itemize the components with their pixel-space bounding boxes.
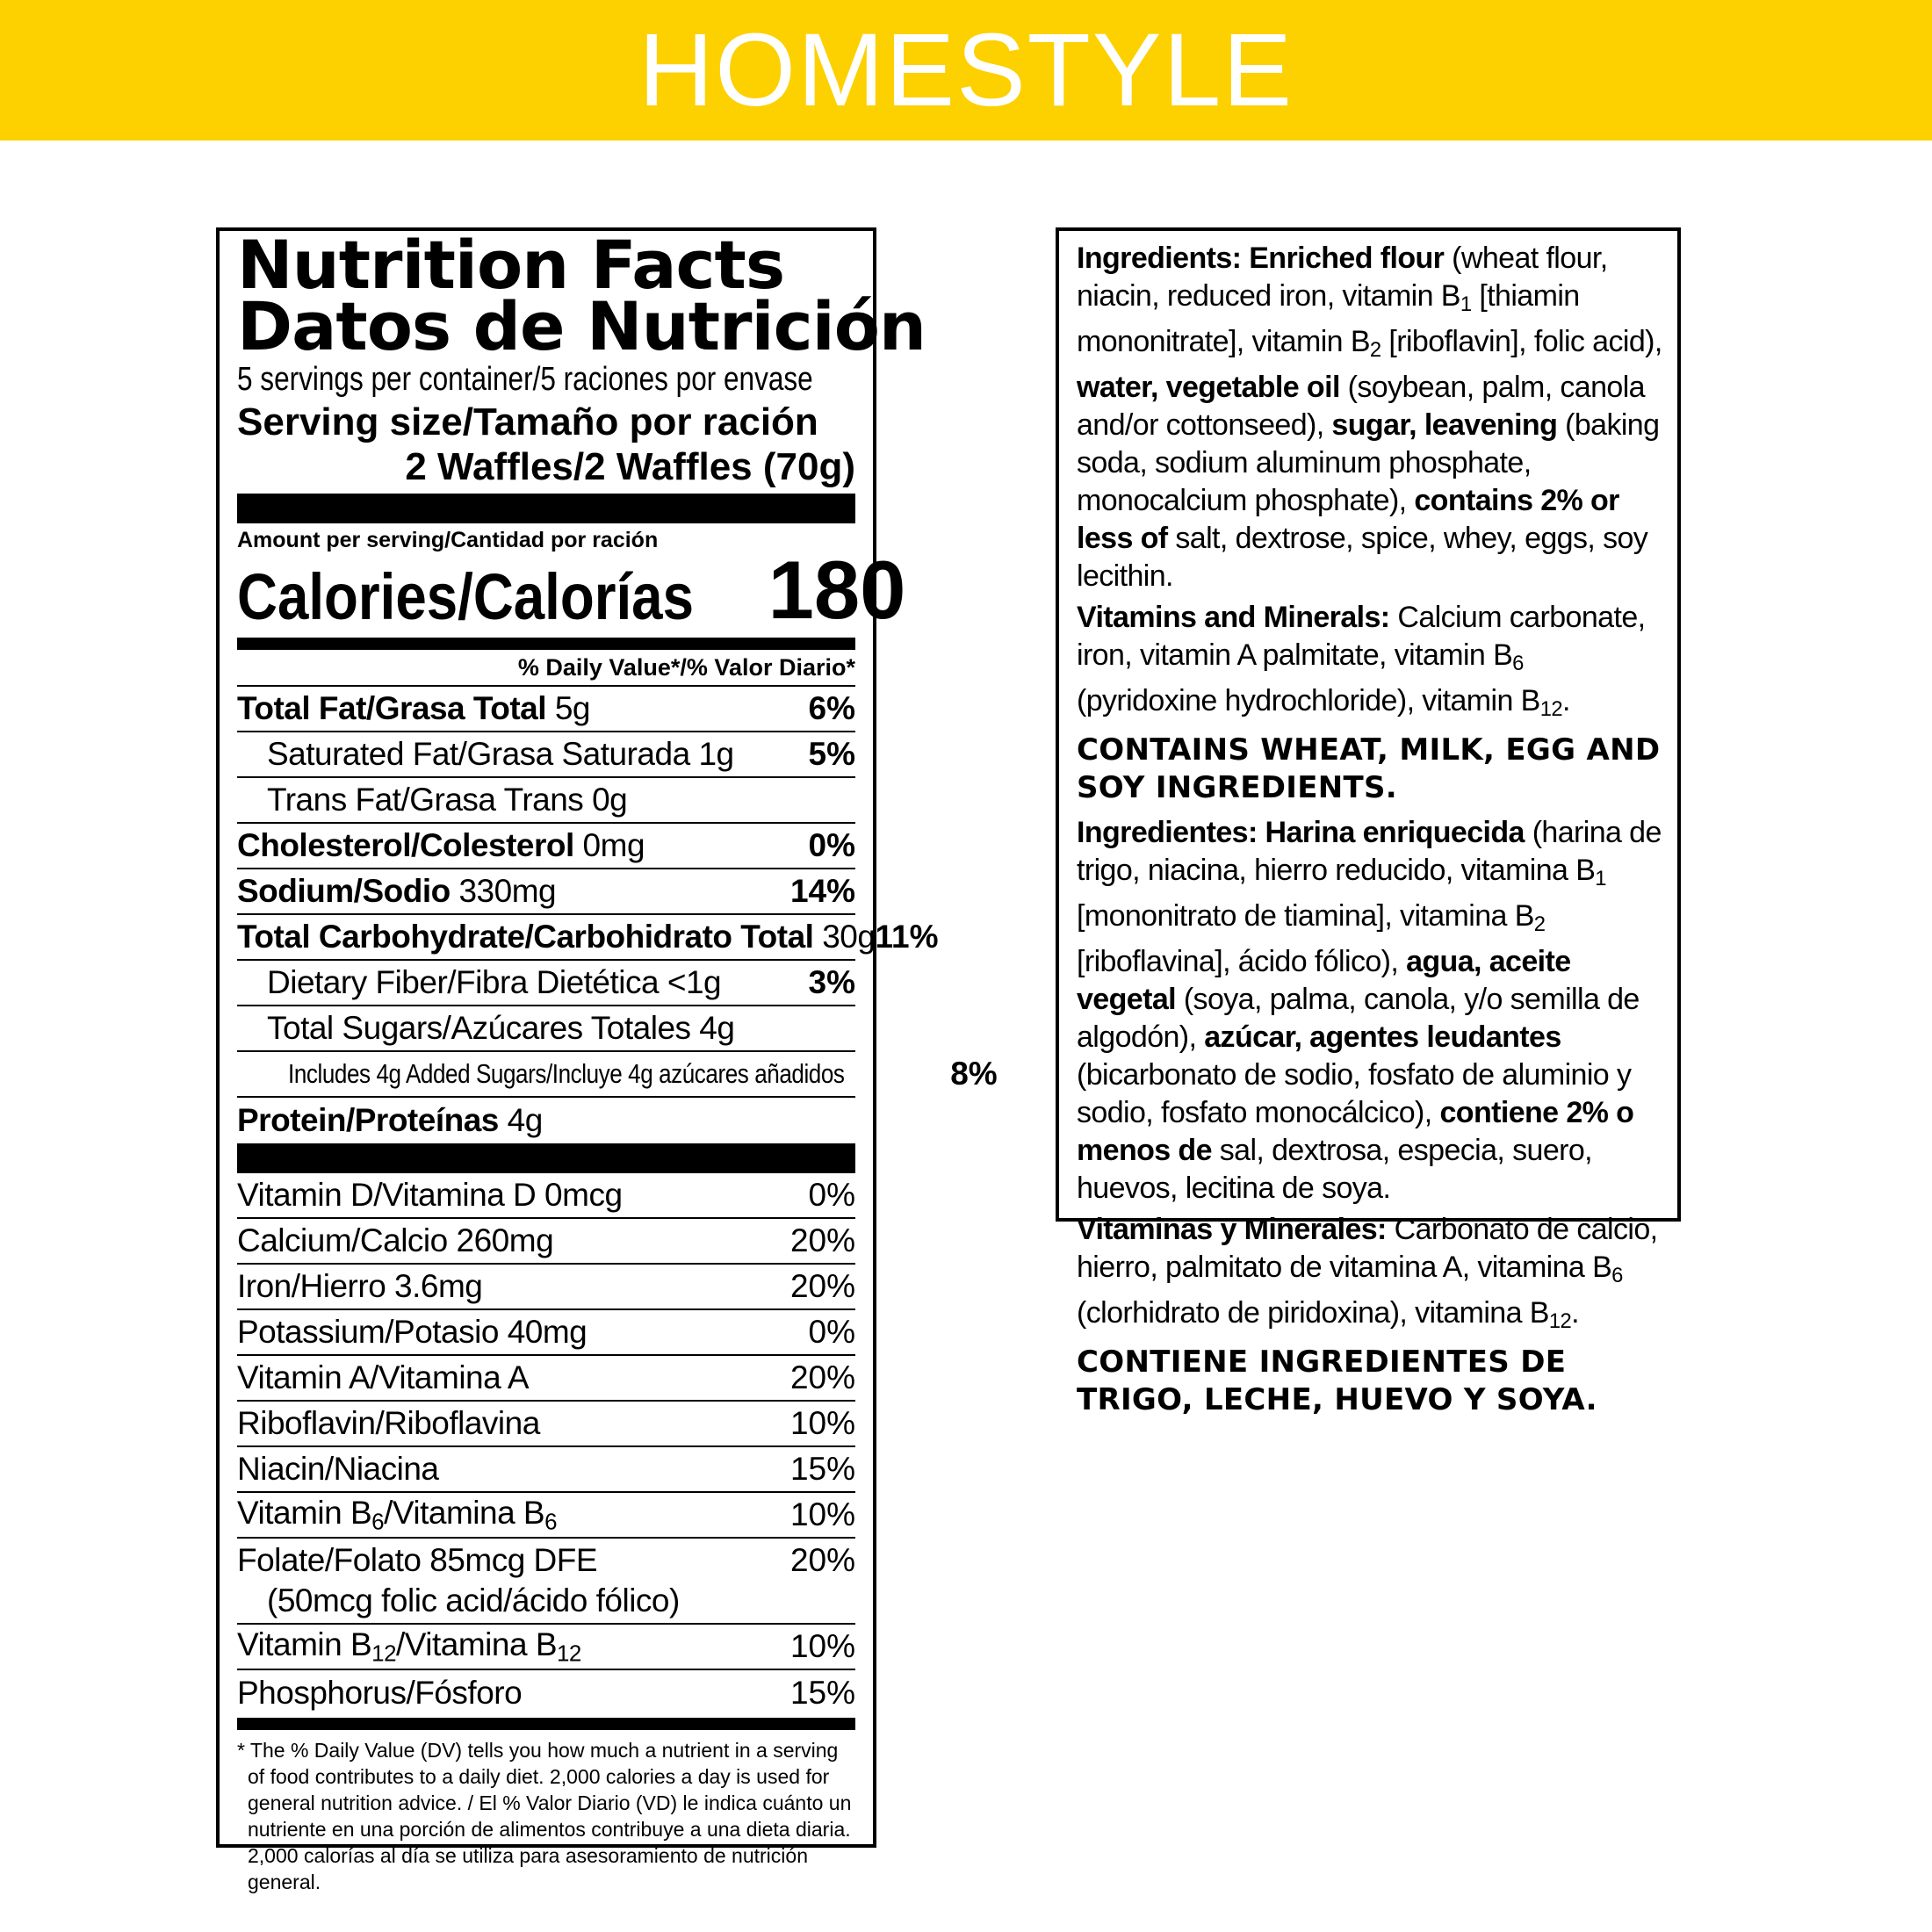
vitamin-row-vitamin-b6: [237, 1493, 855, 1539]
vitamin-name: Niacin/Niacina: [237, 1451, 439, 1487]
vitamin-pct: 20%: [789, 1268, 855, 1304]
nutrient-row-saturated-fat: [237, 732, 855, 778]
serving-size-value: 2 Waffles/2 Waffles (70g): [405, 445, 855, 488]
calories-label: Calories/Calorías: [237, 560, 694, 633]
nutrient-pct: 3%: [808, 964, 855, 1000]
nutrient-row-protein: [237, 1098, 855, 1143]
vitamin-pct: 10%: [789, 1405, 855, 1441]
vitamin-name: Vitamin A/Vitamina A: [237, 1359, 530, 1395]
nutrient-pct: 11%: [875, 919, 939, 955]
vitamin-name: Calcium/Calcio 260mg: [237, 1222, 554, 1258]
vitamin-row-phosphorus: [237, 1670, 855, 1716]
calories-value: 180: [768, 544, 906, 636]
brand-banner: [0, 0, 1932, 141]
nutrient-name: Trans Fat/Grasa Trans 0g: [267, 782, 628, 818]
nutrient-pct: 5%: [808, 736, 855, 772]
divider-medium: [237, 638, 855, 650]
nutrient-pct: 0%: [808, 827, 855, 863]
nutrient-name: Protein/Proteínas: [237, 1102, 499, 1138]
nutrient-name: Total Fat/Grasa Total: [237, 690, 547, 726]
vitamin-pct: 15%: [789, 1675, 855, 1711]
nutrient-row-dietary-fiber: [237, 961, 855, 1006]
nutrient-name: Sodium/Sodio: [237, 873, 451, 909]
vitamin-row-folate: [237, 1539, 855, 1625]
nutrient-row-cholesterol: [237, 824, 855, 869]
nutrient-row-added-sugars: [237, 1052, 998, 1098]
nutrient-amount: 0mg: [582, 827, 645, 863]
vitamin-name: Folate/Folato 85mcg DFE (50mcg folic acid/ácido fólico): [237, 1542, 680, 1618]
ingredients-panel: [1056, 227, 1681, 1417]
allergen-statement-es: CONTIENE INGREDIENTES DE TRIGO, LECHE, HUEVO Y SOYA.: [1077, 1344, 1597, 1417]
calories-row: [237, 544, 906, 636]
vitamin-pct: 20%: [789, 1222, 855, 1258]
nutrition-facts-panel: [216, 226, 998, 1893]
nutrient-row-total-sugars: [237, 1006, 855, 1052]
vitamin-pct: 10%: [789, 1628, 855, 1664]
vitamin-name: Iron/Hierro 3.6mg: [237, 1268, 483, 1304]
vitamin-pct: 20%: [789, 1359, 855, 1395]
vitamin-row-calcium: [237, 1219, 855, 1265]
ingredients-en: Ingredients: Enriched flour (wheat flour, niacin, reduced iron, vitamin $B_1$ [thiamin mononitrate], vitamin $B_2$ [riboflavin], folic acid), water, vegetable oil (soybean, palm, canola and/or cottonseed), sugar, leavening (baking soda, sodium aluminum phosphate, monocalcium phosphate), contains 2% or less of salt, dextrose, spice, whey, eggs, soy lecithin.: [1077, 242, 1662, 593]
nutrient-name: Total Carbohydrate/Carbohidrato Total: [237, 919, 814, 955]
vitamin-row-riboflavin: [237, 1402, 855, 1447]
nutrient-amount: 30g: [822, 919, 876, 955]
nutrient-name: Dietary Fiber/Fibra Dietética <1g: [267, 964, 722, 1000]
vitamin-pct: 10%: [789, 1496, 855, 1532]
allergen-statement-en: CONTAINS WHEAT, MILK, EGG AND SOY INGREDIENTS.: [1077, 732, 1661, 805]
servings-per-container: 5 servings per container/5 raciones por envase: [237, 361, 813, 398]
nutrient-row-total-fat: [237, 687, 855, 732]
vitamin-name: Riboflavin/Riboflavina: [237, 1405, 540, 1441]
nutrient-pct: 8%: [950, 1056, 998, 1092]
folate-detail: (50mcg folic acid/ácido fólico): [267, 1582, 680, 1618]
nutrition-title-en: Nutrition Facts: [237, 226, 785, 304]
divider-thick: [237, 494, 855, 523]
banner-title: HOMESTYLE: [638, 12, 1294, 128]
vitamin-name: Vitamin D/Vitamina D 0mcg: [237, 1177, 623, 1213]
vitamin-pct: 20%: [789, 1542, 855, 1578]
nutrient-row-sodium: [237, 869, 855, 915]
nutrient-row-total-carbohydrate: [237, 915, 939, 961]
vitamin-row-vitamin-d: [237, 1173, 855, 1219]
nutrition-title-es: Datos de Nutrición: [237, 287, 926, 365]
vitamin-row-niacin: [237, 1447, 855, 1493]
ingredients-es: Ingredientes: Harina enriquecida (harina de trigo, niacina, hierro reducido, vitamina $B_1$ [mononitrato de tiamina], vitamina $B_2$ [riboflavina], ácido fólico), agua, aceite vegetal (soya, palma, canola, y/o semilla de algodón), azúcar, agentes leudantes (bicarbonato de sodio, fosfato de aluminio y sodio, fosfato monocálcico), contiene 2% o menos de sal, dextrosa, especia, suero, huevos, lecitina de soya.: [1077, 815, 1662, 1205]
vitamin-name: Vitamin $B_6$/Vitamina $B_6$: [237, 1494, 558, 1535]
vitamins-minerals-en: Vitamins and Minerals: Calcium carbonate, iron, vitamin A palmitate, vitamin $B_6$ (pyridoxine hydrochloride), vitamin $B_{12}$.: [1077, 600, 1646, 721]
nutrient-amount: 5g: [554, 690, 590, 726]
vitamin-name: Vitamin $B_{12}$/Vitamina $B_{12}$: [237, 1626, 581, 1667]
nutrient-amount: 4g: [507, 1102, 543, 1138]
vitamin-row-vitamin-b12: [237, 1625, 855, 1670]
divider-medium: [237, 1718, 855, 1730]
nutrient-name: Cholesterol/Colesterol: [237, 827, 574, 863]
vitamin-pct: 15%: [789, 1451, 855, 1487]
nutrient-row-trans-fat: [237, 778, 855, 824]
vitamin-row-potassium: [237, 1310, 855, 1356]
vitamin-name: Phosphorus/Fósforo: [237, 1675, 523, 1711]
amount-per-serving: Amount per serving/Cantidad por ración: [237, 528, 659, 552]
nutrient-pct: 14%: [789, 873, 855, 909]
vitamin-pct: 0%: [808, 1177, 855, 1213]
vitamin-row-vitamin-a: [237, 1356, 855, 1402]
vitamin-row-iron: [237, 1265, 855, 1310]
nutrient-amount: 330mg: [458, 873, 557, 909]
vitamin-pct: 0%: [808, 1314, 855, 1350]
divider-thick: [237, 1143, 855, 1173]
serving-size-label: Serving size/Tamaño por ración: [237, 400, 818, 443]
vitamins-minerals-es: Vitaminas y Minerales: Carbonato de calcio, hierro, palmitato de vitamina A, vitamina $B_6$ (clorhidrato de piridoxina), vitamina $B_{12}$.: [1077, 1212, 1658, 1333]
daily-value-header: % Daily Value*/% Valor Diario*: [237, 650, 855, 687]
vitamin-name: Potassium/Potasio 40mg: [237, 1314, 588, 1350]
daily-value-footnote: * The % Daily Value (DV) tells you how much a nutrient in a serving of food contributes to a daily diet. 2,000 calories a day is used for general nutrition advice. / El % Valor Diario (VD) le indica cuánto un nutriente en una porción de alimentos contribuye a una dieta diaria. 2,000 calorías al día se utiliza para asesoramiento de nutrición general.: [237, 1739, 852, 1893]
nutrient-name: Saturated Fat/Grasa Saturada 1g: [267, 736, 734, 772]
nutrient-name: Includes 4g Added Sugars/Incluye 4g azúcares añadidos: [288, 1058, 845, 1089]
nutrient-pct: 6%: [808, 690, 855, 726]
nutrient-name: Total Sugars/Azúcares Totales 4g: [267, 1010, 735, 1046]
